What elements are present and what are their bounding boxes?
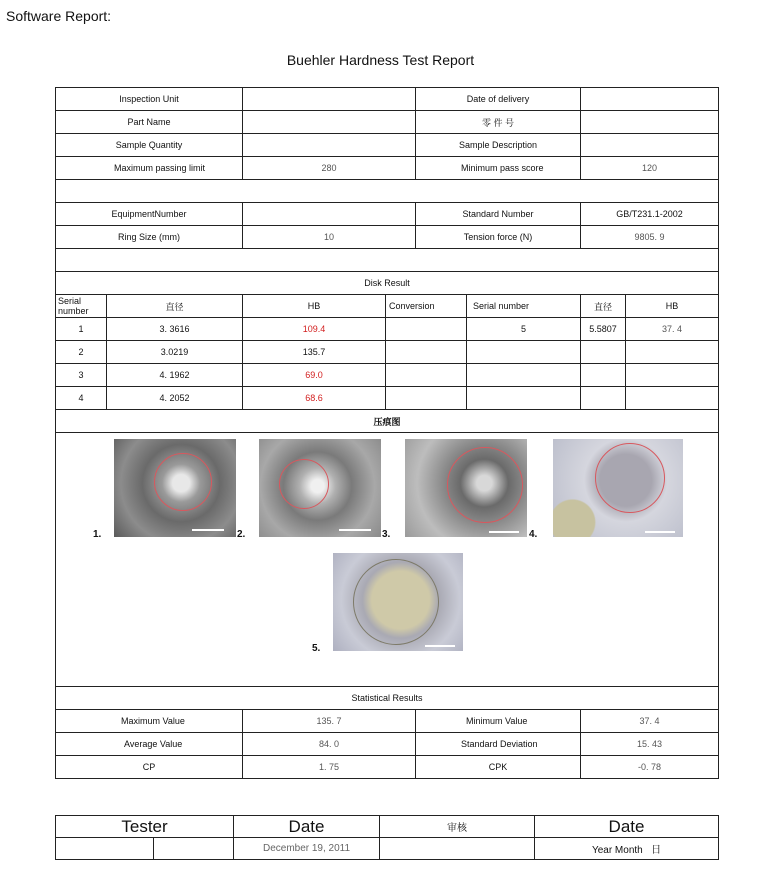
reviewer-value[interactable] (380, 838, 535, 860)
col-diameter-left: 直径 (107, 295, 243, 318)
review-label: 审核 (380, 816, 535, 838)
table-row (56, 341, 719, 364)
avg-value-label: Average Value (56, 733, 243, 756)
sample-quantity-label: Sample Quantity (56, 134, 243, 157)
sample-quantity-value[interactable] (243, 134, 416, 157)
row1-hb: 109.4 (243, 318, 386, 341)
row4-serial: 4 (56, 387, 107, 410)
indentation-image-5 (333, 553, 463, 651)
row2-diameter: 3.0219 (107, 341, 243, 364)
part-name-value[interactable] (243, 111, 416, 134)
day-label: 日 (651, 845, 662, 856)
equipment-number-value[interactable] (243, 203, 416, 226)
std-deviation-value: 15. 43 (581, 733, 719, 756)
indentation-image-4 (553, 439, 683, 537)
col-hb-left: HB (243, 295, 386, 318)
ring-size-value: 10 (243, 226, 416, 249)
part-code-label: 零 件 号 (416, 111, 581, 134)
tester-date-value: December 19, 2011 (234, 838, 380, 860)
min-pass-score-label: Minimum pass score (416, 157, 581, 180)
row5-hb: 37. 4 (626, 318, 719, 341)
row5-serial: 5 (467, 318, 581, 341)
table-row (56, 364, 719, 387)
standard-number-label: Standard Number (416, 203, 581, 226)
signoff-table (55, 815, 719, 860)
date-label: Date (234, 816, 380, 838)
disk-result-title: Disk Result (56, 272, 719, 295)
cp-value: 1. 75 (243, 756, 416, 779)
report-table (55, 87, 719, 779)
part-code-value[interactable] (581, 111, 719, 134)
date-of-delivery-value[interactable] (581, 88, 719, 111)
table-row (56, 318, 719, 341)
image-label-4: 4. (529, 529, 538, 540)
row1-diameter: 3. 3616 (107, 318, 243, 341)
ring-size-label: Ring Size (mm) (56, 226, 243, 249)
date-label-2: Date (535, 816, 719, 838)
col-serial-right: Serial number (467, 295, 581, 318)
max-value: 135. 7 (243, 710, 416, 733)
row4-hb: 68.6 (243, 387, 386, 410)
row3-diameter: 4. 1962 (107, 364, 243, 387)
report-title: Buehler Hardness Test Report (286, 52, 475, 68)
tension-force-value: 9805. 9 (581, 226, 719, 249)
row4-diameter: 4. 2052 (107, 387, 243, 410)
row1-conversion (386, 318, 467, 341)
cp-label: CP (56, 756, 243, 779)
min-value: 37. 4 (581, 710, 719, 733)
row5-diameter: 5.5807 (581, 318, 626, 341)
avg-value: 84. 0 (243, 733, 416, 756)
col-serial-left: Serial number (56, 295, 107, 318)
row2-serial: 2 (56, 341, 107, 364)
year-month-label: Year Month (591, 845, 643, 856)
equipment-number-label: EquipmentNumber (56, 203, 243, 226)
indentation-figure (56, 433, 719, 687)
image-label-2: 2. (237, 529, 246, 540)
max-passing-limit-label: Maximum passing limit (56, 157, 243, 180)
image-label-3: 3. (382, 529, 391, 540)
col-diameter-right: 直径 (581, 295, 626, 318)
row3-hb: 69.0 (243, 364, 386, 387)
image-label-1: 1. (93, 529, 102, 540)
tester-name-value-2[interactable] (154, 838, 234, 860)
max-value-label: Maximum Value (56, 710, 243, 733)
row2-hb: 135.7 (243, 341, 386, 364)
table-row (56, 387, 719, 410)
col-hb-right: HB (626, 295, 719, 318)
row1-serial: 1 (56, 318, 107, 341)
tester-label: Tester (56, 816, 234, 838)
indentation-figure-title: 压痕图 (56, 410, 719, 433)
review-date-value (535, 838, 719, 860)
standard-number-value: GB/T231.1-2002 (581, 203, 719, 226)
date-of-delivery-label: Date of delivery (416, 88, 581, 111)
sample-description-label: Sample Description (416, 134, 581, 157)
blank-row-2 (56, 249, 719, 272)
part-name-label: Part Name (56, 111, 243, 134)
blank-row (56, 180, 719, 203)
statistical-results-title: Statistical Results (56, 687, 719, 710)
min-pass-score-value: 120 (581, 157, 719, 180)
std-deviation-label: Standard Deviation (416, 733, 581, 756)
col-conversion-left: Conversion (386, 295, 467, 318)
inspection-unit-label: Inspection Unit (56, 88, 243, 111)
min-value-label: Minimum Value (416, 710, 581, 733)
tension-force-label: Tension force (N) (416, 226, 581, 249)
indentation-image-2 (259, 439, 381, 537)
indentation-image-3 (405, 439, 527, 537)
cpk-value: -0. 78 (581, 756, 719, 779)
sample-description-value[interactable] (581, 134, 719, 157)
cpk-label: CPK (416, 756, 581, 779)
row3-serial: 3 (56, 364, 107, 387)
indentation-image-1 (114, 439, 236, 537)
image-label-5: 5. (312, 643, 321, 654)
max-passing-limit-value: 280 (243, 157, 416, 180)
inspection-unit-value[interactable] (243, 88, 416, 111)
tester-name-value[interactable] (56, 838, 154, 860)
page-label: Software Report: (6, 8, 112, 24)
